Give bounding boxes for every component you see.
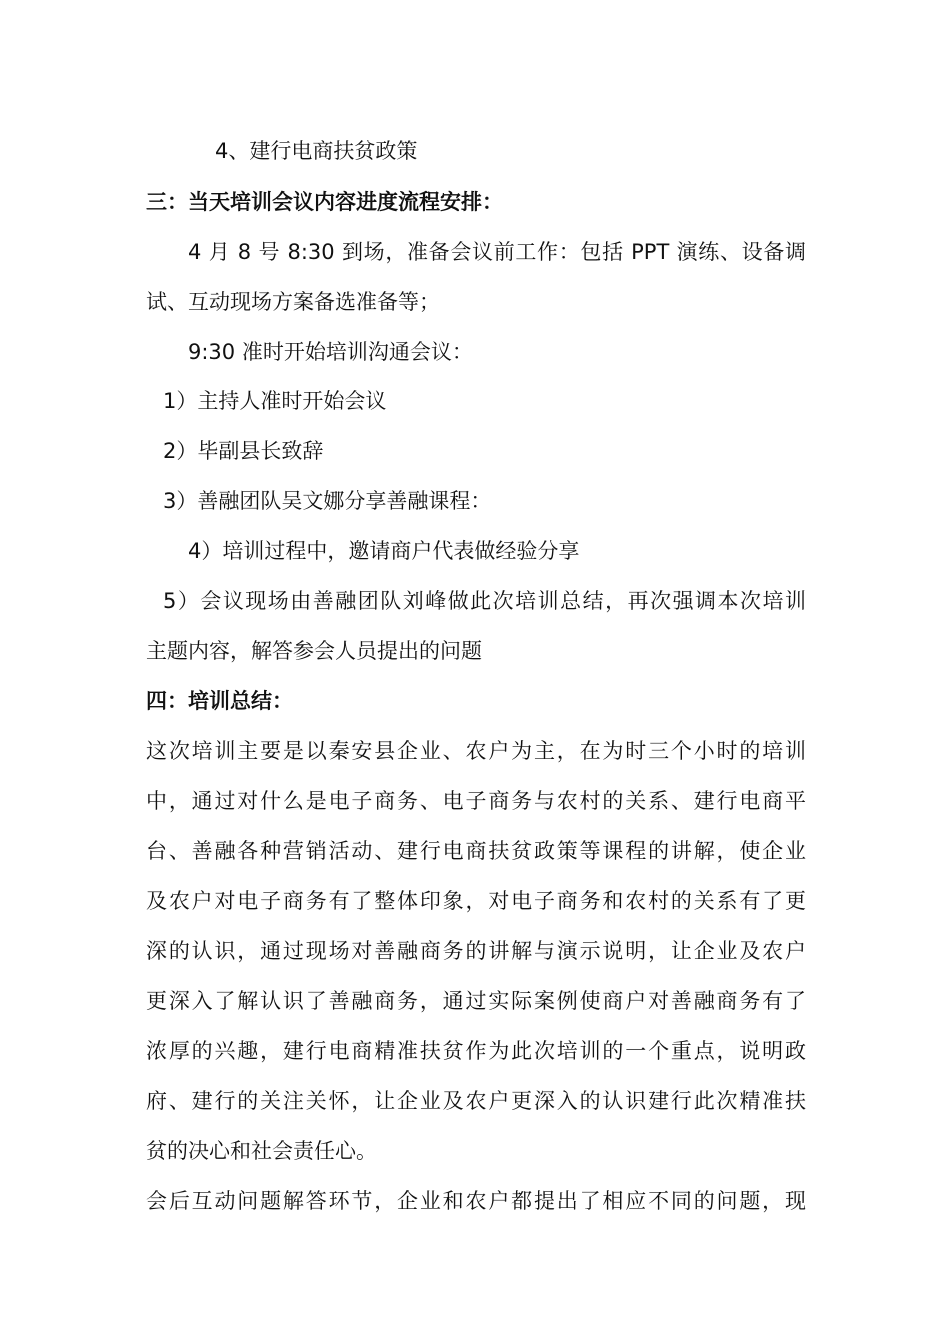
list-item-4: 4、建行电商扶贫政策 [215, 139, 418, 163]
summary-line-7: 浓厚的兴趣，建行电商精准扶贫作为此次培训的一个重点，说明政 [146, 1039, 806, 1063]
paragraph-start-time: 9:30 准时开始培训沟通会议： [188, 340, 473, 364]
step-1: 1）主持人准时开始会议 [163, 389, 387, 413]
summary-line-6: 更深入了解认识了善融商务，通过实际案例使商户对善融商务有了 [146, 989, 806, 1013]
summary-line-9: 贫的决心和社会责任心。 [146, 1139, 377, 1163]
paragraph-arrival-line-1: 4 月 8 号 8:30 到场，准备会议前工作：包括 PPT 演练、设备调 [188, 240, 806, 264]
section-heading-3: 三：当天培训会议内容进度流程安排： [146, 190, 503, 214]
summary-line-4: 及农户对电子商务有了整体印象，对电子商务和农村的关系有了更 [146, 889, 806, 913]
qa-line-1: 会后互动问题解答环节，企业和农户都提出了相应不同的问题，现 [146, 1189, 806, 1213]
summary-line-8: 府、建行的关注关怀，让企业及农户更深入的认识建行此次精准扶 [146, 1089, 806, 1113]
summary-line-5: 深的认识，通过现场对善融商务的讲解与演示说明，让企业及农户 [146, 939, 806, 963]
step-4: 4）培训过程中，邀请商户代表做经验分享 [188, 539, 580, 563]
summary-line-2: 中，通过对什么是电子商务、电子商务与农村的关系、建行电商平 [146, 789, 806, 813]
paragraph-arrival-line-2: 试、互动现场方案备选准备等； [146, 290, 440, 314]
step-2: 2）毕副县长致辞 [163, 439, 324, 463]
section-heading-4: 四：培训总结： [146, 689, 293, 713]
summary-line-3: 台、善融各种营销活动、建行电商扶贫政策等课程的讲解，使企业 [146, 839, 806, 863]
step-5-line-2: 主题内容，解答参会人员提出的问题 [146, 639, 482, 663]
step-5-line-1: 5）会议现场由善融团队刘峰做此次培训总结，再次强调本次培训 [163, 589, 806, 613]
summary-line-1: 这次培训主要是以秦安县企业、农户为主，在为时三个小时的培训 [146, 739, 806, 763]
step-3: 3）善融团队吴文娜分享善融课程： [163, 489, 492, 513]
